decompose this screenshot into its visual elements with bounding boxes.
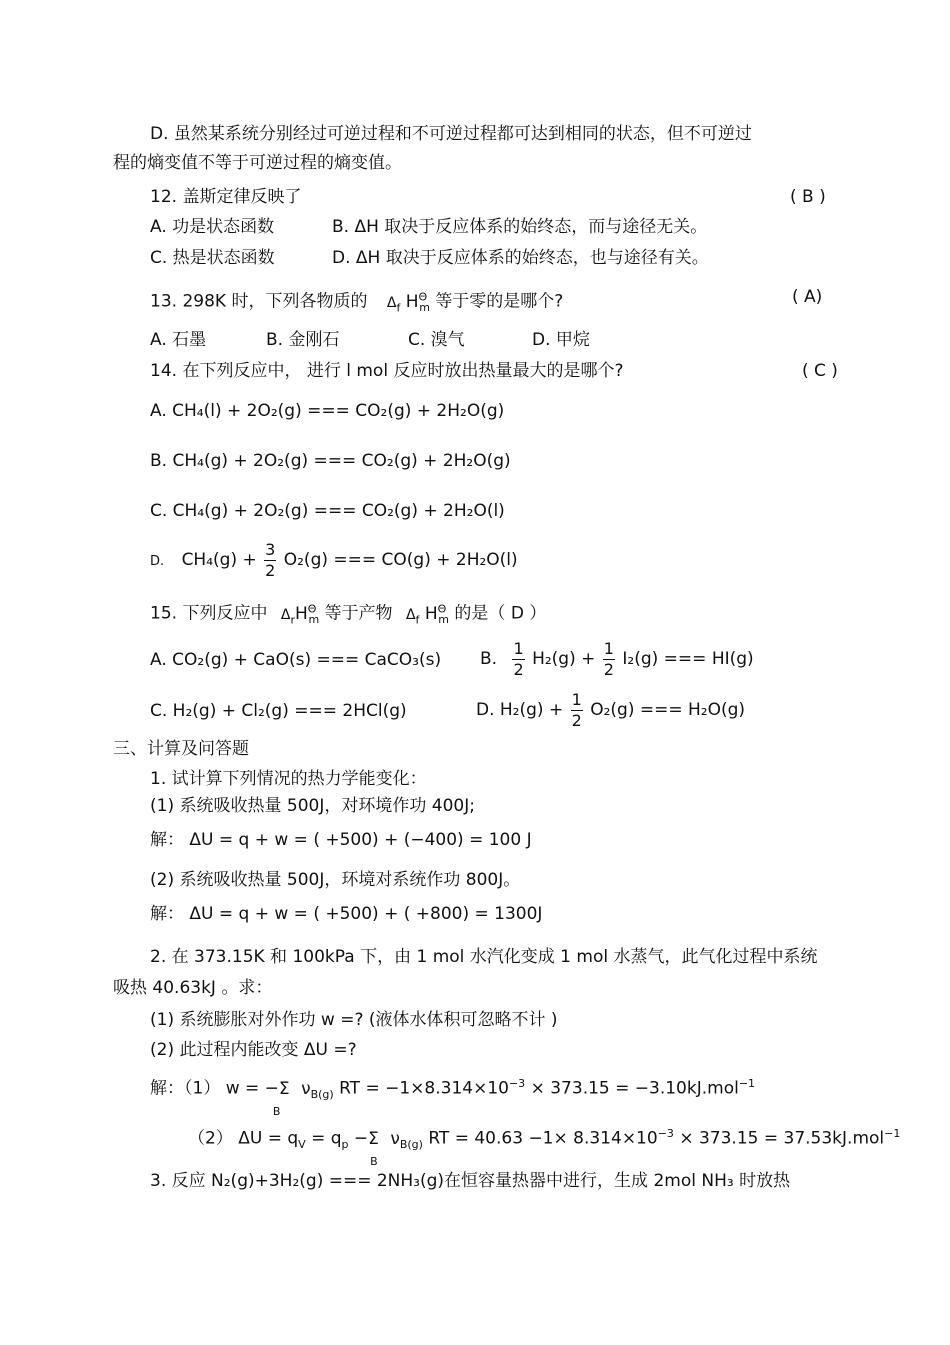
nu-symbol: ν — [301, 1078, 311, 1099]
q15-option-b — [480, 637, 754, 681]
problem1-part2: (2) 系统吸收热量 500J，环境对系统作功 800J。 — [150, 870, 521, 890]
m-subscript: m — [438, 613, 450, 627]
q15-option-a: A. CO₂(g) + CaO(s) === CaCO₃(s) — [150, 650, 442, 670]
section-title: 三、计算及问答题 — [113, 739, 249, 759]
q15-b-mid: H₂(g) + — [532, 649, 596, 669]
q13-stem-post: 等于零的是哪个? — [435, 291, 564, 312]
q14-d-post: O₂(g) === CO(g) + 2H₂O(l) — [283, 550, 518, 570]
fraction-one-half — [571, 690, 583, 731]
q15-d-label: D. H₂(g) + — [476, 700, 564, 720]
solution1-pre: 解：（1） w = − — [150, 1078, 279, 1099]
q14-option-c: C. CH₄(g) + 2O₂(g) === CO₂(g) + 2H₂O(l) — [150, 501, 505, 521]
exponent: −3 — [508, 1077, 526, 1090]
problem1-stem: 1. 试计算下列情况的热力学能变化： — [150, 769, 427, 789]
h-symbol: H — [424, 603, 438, 624]
h-symbol: H — [294, 603, 308, 624]
q13-option-b: B. 金刚石 — [266, 330, 340, 350]
problem1-part1-solution: 解： ΔU = q + w = ( +500) + (−400) = 100 J — [150, 830, 532, 850]
q14-option-a: A. CH₄(l) + 2O₂(g) === CO₂(g) + 2H₂O(g) — [150, 401, 505, 421]
q12-stem: 12. 盖斯定律反映了 — [150, 187, 302, 207]
m-subscript: m — [308, 613, 320, 627]
q12-option-b: B. ΔH 取决于反应体系的始终态，而与途径无关。 — [332, 217, 708, 237]
v-subscript: V — [298, 1138, 306, 1152]
fraction-numerator: 1 — [513, 638, 524, 658]
reaction-enthalpy-symbol — [280, 602, 325, 627]
fraction-denominator: 2 — [571, 710, 582, 730]
q13-answer: ( A) — [792, 287, 823, 307]
nu-subscript: B(g) — [399, 1138, 423, 1152]
problem1-part1: (1) 系统吸收热量 500J，对环境作功 400J; — [150, 796, 475, 816]
problem1-part2-solution: 解： ΔU = q + w = ( +500) + ( +800) = 1300J — [150, 904, 543, 924]
f-subscript: f — [396, 301, 401, 315]
q15-b-post: I₂(g) === HI(g) — [622, 649, 754, 669]
q14-option-d — [150, 538, 518, 584]
solution2-pre: （2） ΔU = q — [188, 1128, 299, 1149]
r-subscript: r — [290, 613, 295, 627]
theta-superscript: Θ — [307, 602, 317, 615]
q13-option-d: D. 甲烷 — [532, 330, 590, 350]
problem2-question1: (1) 系统膨胀对外作功 w =? (液体水体积可忽略不计 ) — [150, 1010, 558, 1030]
fraction-denominator: 2 — [603, 659, 614, 679]
delta-symbol: Δ — [280, 606, 291, 623]
fraction-numerator: 1 — [603, 638, 614, 658]
h-symbol: H — [405, 291, 419, 312]
sigma-symbol: Σ B — [279, 1079, 290, 1099]
problem2-question2: (2) 此过程内能改变 ΔU =? — [150, 1040, 357, 1060]
nu-symbol: ν — [390, 1128, 400, 1149]
solution1-post: RT = −1×8.314×10 — [339, 1078, 509, 1099]
enthalpy-symbol — [386, 290, 435, 315]
sigma-subscript: B — [272, 1104, 281, 1118]
exponent: −3 — [657, 1127, 674, 1140]
solution1-tail: × 373.15 = −3.10kJ.mol — [530, 1078, 739, 1099]
solution2-post: RT = 40.63 −1× 8.314×10 — [428, 1128, 658, 1149]
q14-d-label: D. — [150, 554, 165, 569]
sigma-symbol: Σ B — [368, 1129, 379, 1149]
fraction-denominator: 2 — [265, 560, 276, 580]
q15-d-post: O₂(g) === H₂O(g) — [590, 700, 746, 720]
sigma-subscript: B — [370, 1154, 378, 1168]
q15-stem — [150, 598, 546, 631]
formation-enthalpy-symbol — [405, 602, 454, 627]
q15-stem-mid: 等于产物 — [324, 603, 393, 624]
q13-stem — [150, 286, 563, 319]
problem2-solution1 — [150, 1073, 756, 1118]
fraction-one-half — [512, 639, 524, 680]
q12-option-d: D. ΔH 取决于反应体系的始终态，也与途径有关。 — [332, 248, 709, 268]
delta-symbol: Δ — [405, 606, 416, 623]
q14-d-pre: CH₄(g) + — [181, 550, 257, 570]
q15-option-c: C. H₂(g) + Cl₂(g) === 2HCl(g) — [150, 701, 407, 721]
q15-stem-post: 的是（ D ） — [454, 603, 547, 624]
solution2-mid2: − — [353, 1128, 369, 1149]
q15-option-d — [476, 688, 745, 732]
q14-answer: ( C ) — [802, 361, 838, 381]
q13-option-a: A. 石墨 — [150, 330, 207, 350]
nu-subscript: B(g) — [310, 1088, 334, 1102]
fraction-denominator: 2 — [513, 659, 524, 679]
f-subscript: f — [415, 613, 420, 627]
q14-option-b: B. CH₄(g) + 2O₂(g) === CO₂(g) + 2H₂O(g) — [150, 451, 511, 471]
m-subscript: m — [419, 301, 430, 315]
fraction-numerator: 3 — [265, 539, 276, 559]
exponent: −1 — [738, 1077, 756, 1090]
theta-superscript: Θ — [437, 602, 447, 615]
q14-stem: 14. 在下列反应中， 进行 l mol 反应时放出热量最大的是哪个? — [150, 361, 624, 381]
p-subscript: p — [341, 1138, 349, 1152]
exponent: −1 — [884, 1127, 901, 1140]
q15-stem-pre: 15. 下列反应中 — [150, 603, 268, 624]
q12-option-c: C. 热是状态函数 — [150, 248, 275, 268]
problem3-line1: 3. 反应 N₂(g)+3H₂(g) === 2NH₃(g)在恒容量热器中进行，生成 2mol NH₃ 时放热 — [150, 1171, 791, 1191]
q11-option-d-line1: D. 虽然某系统分别经过可逆过程和不可逆过程都可达到相同的状态，但不可逆过 — [150, 124, 752, 144]
problem2-line2: 吸热 40.63kJ 。求： — [113, 978, 273, 998]
delta-symbol: Δ — [386, 294, 397, 311]
fraction-numerator: 1 — [571, 689, 582, 709]
q15-b-label: B. — [480, 649, 498, 669]
q12-option-a: A. 功是状态函数 — [150, 217, 275, 237]
q11-option-d-line2: 程的熵变值不等于可逆过程的熵变值。 — [113, 153, 402, 173]
q12-answer: ( B ) — [790, 187, 826, 207]
solution2-mid: = q — [311, 1128, 342, 1149]
solution2-tail: × 373.15 = 37.53kJ.mol — [679, 1128, 885, 1149]
problem2-line1: 2. 在 373.15K 和 100kPa 下，由 1 mol 水汽化变成 1 mol 水蒸气，此气化过程中系统 — [150, 947, 818, 967]
problem2-solution2 — [188, 1123, 901, 1168]
q13-option-c: C. 溴气 — [408, 330, 465, 350]
fraction-three-halves — [264, 540, 276, 581]
theta-superscript: Θ — [418, 290, 428, 303]
fraction-one-half — [603, 639, 615, 680]
q13-stem-pre: 13. 298K 时，下列各物质的 — [150, 291, 368, 312]
